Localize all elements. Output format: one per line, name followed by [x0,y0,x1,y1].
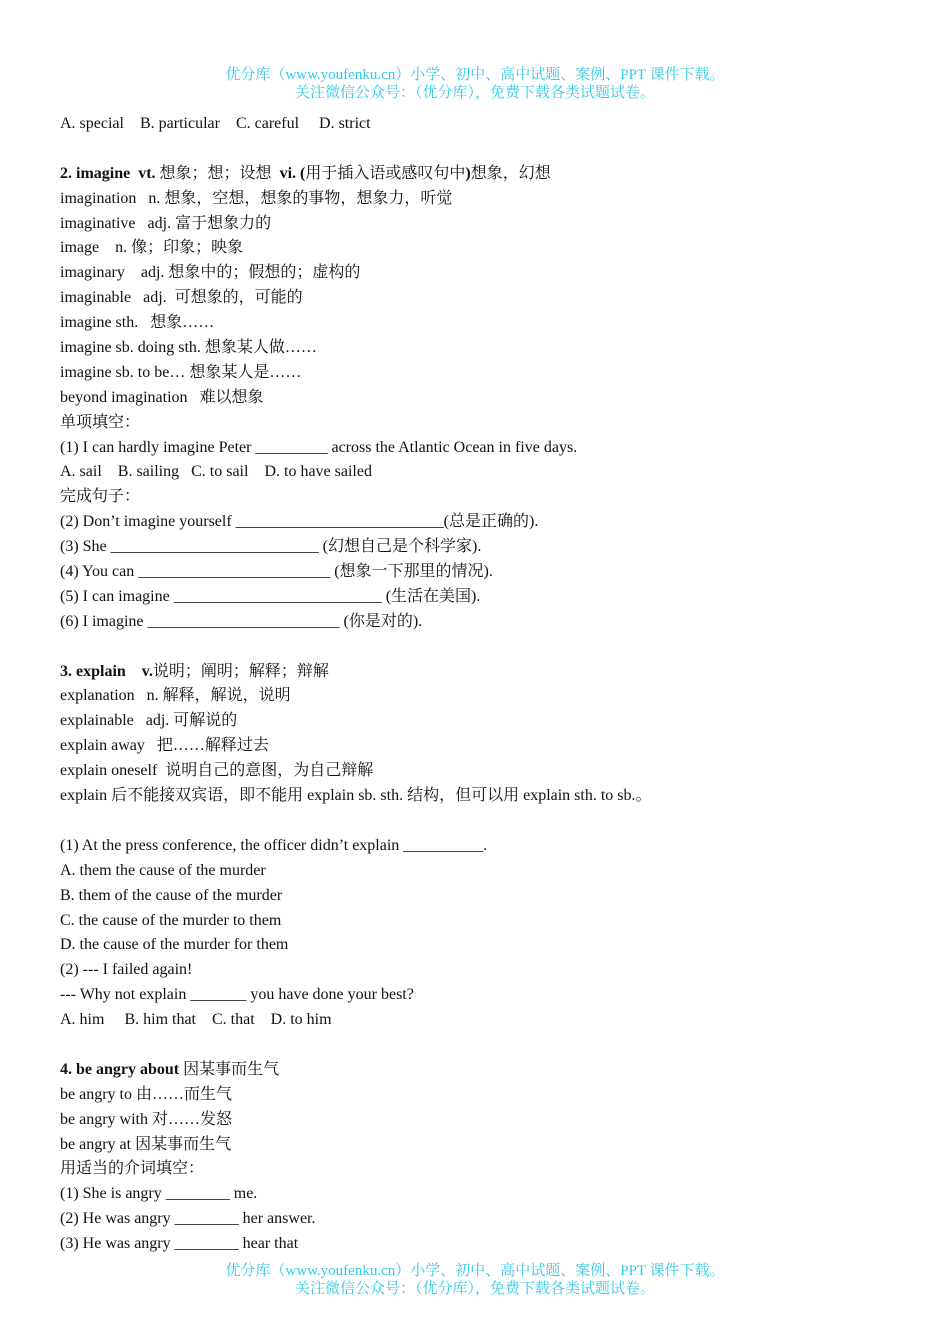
text-line: imaginable adj. 可想象的，可能的 [60,289,303,307]
text-line: be angry at 因某事而生气 [60,1135,232,1153]
text-line: imaginative adj. 富于想象力的 [60,214,272,232]
section-3-heading: 3. explain v.说明；阐明；解释；辩解 [60,662,329,680]
text-line: be angry to 由……而生气 [60,1085,232,1103]
text-line: (1) She is angry ________ me. [60,1185,258,1203]
text-line: explanation n. 解释，解说，说明 [60,687,291,705]
page-footer [0,1262,950,1298]
text-line: explain 后不能接双宾语，即不能用 explain sb. sth. 结构，但可以用 explain sth. to sb.。 [60,787,652,805]
document-body [60,112,900,1257]
text-line: image n. 像；印象；映象 [60,239,244,257]
text-line: (2) He was angry ________ her answer. [60,1210,316,1228]
text-line: 用适当的介词填空： [60,1160,205,1178]
options-line: A. special B. particular C. careful D. strict [60,115,371,132]
text-line: imagine sth. 想象…… [60,314,215,332]
header-line-2: 关注微信公众号：（优分库），免费下载各类试题试卷。 [294,85,655,101]
text-line: explain oneself 说明自己的意图，为自己辩解 [60,762,374,780]
text-line: (2) --- I failed again! [60,961,193,979]
text-line: (3) He was angry ________ hear that [60,1235,299,1253]
footer-line-1: 优分库（www.youfenku.cn）小学、初中、高中试题、案例、PPT 课件下载。 [225,1263,725,1279]
text-line: --- Why not explain _______ you have done your best? [60,986,414,1004]
text-line: A. them the cause of the murder [60,861,266,879]
section-4-heading: 4. be angry about 因某事而生气 [60,1060,280,1078]
text-line: D. the cause of the murder for them [60,936,289,954]
text-line: A. sail B. sailing C. to sail D. to have sailed [60,463,372,481]
text-line: beyond imagination 难以想象 [60,388,264,406]
text-line: (3) She __________________________ (幻想自己是个科学家). [60,538,482,556]
text-line: imagine sb. doing sth. 想象某人做…… [60,339,317,357]
text-line: imagination n. 想象，空想，想象的事物，想象力，听觉 [60,189,453,207]
text-line: C. the cause of the murder to them [60,911,282,929]
text-line: (6) I imagine ________________________ (你是对的). [60,612,423,630]
text-line: 完成句子： [60,488,141,506]
text-line: A. him B. him that C. that D. to him [60,1011,332,1029]
text-line: (4) You can ________________________ (想象一下那里的情况). [60,563,493,581]
text-line: 单项填空： [60,413,141,431]
text-line: (1) I can hardly imagine Peter _________ across the Atlantic Ocean in five days. [60,438,578,456]
text-line: explain away 把……解释过去 [60,737,269,755]
text-line: (1) At the press conference, the officer didn’t explain __________. [60,836,488,854]
text-line: (2) Don’t imagine yourself __________________________(总是正确的). [60,513,539,531]
section-2-heading: 2. imagine vt. 想象；想；设想 vi. (用于插入语或感叹句中)想象，幻想 [60,164,551,182]
footer-line-2: 关注微信公众号：（优分库），免费下载各类试题试卷。 [294,1281,655,1297]
text-line: be angry with 对……发怒 [60,1110,232,1128]
text-line: imaginary adj. 想象中的；假想的；虚构的 [60,264,361,282]
text-line: (5) I can imagine __________________________ (生活在美国). [60,587,481,605]
text-line: B. them of the cause of the murder [60,886,283,904]
text-line: explainable adj. 可解说的 [60,712,238,730]
page-header [0,66,950,102]
text-line: imagine sb. to be… 想象某人是…… [60,363,302,381]
header-line-1: 优分库（www.youfenku.cn）小学、初中、高中试题、案例、PPT 课件下载。 [225,67,725,83]
